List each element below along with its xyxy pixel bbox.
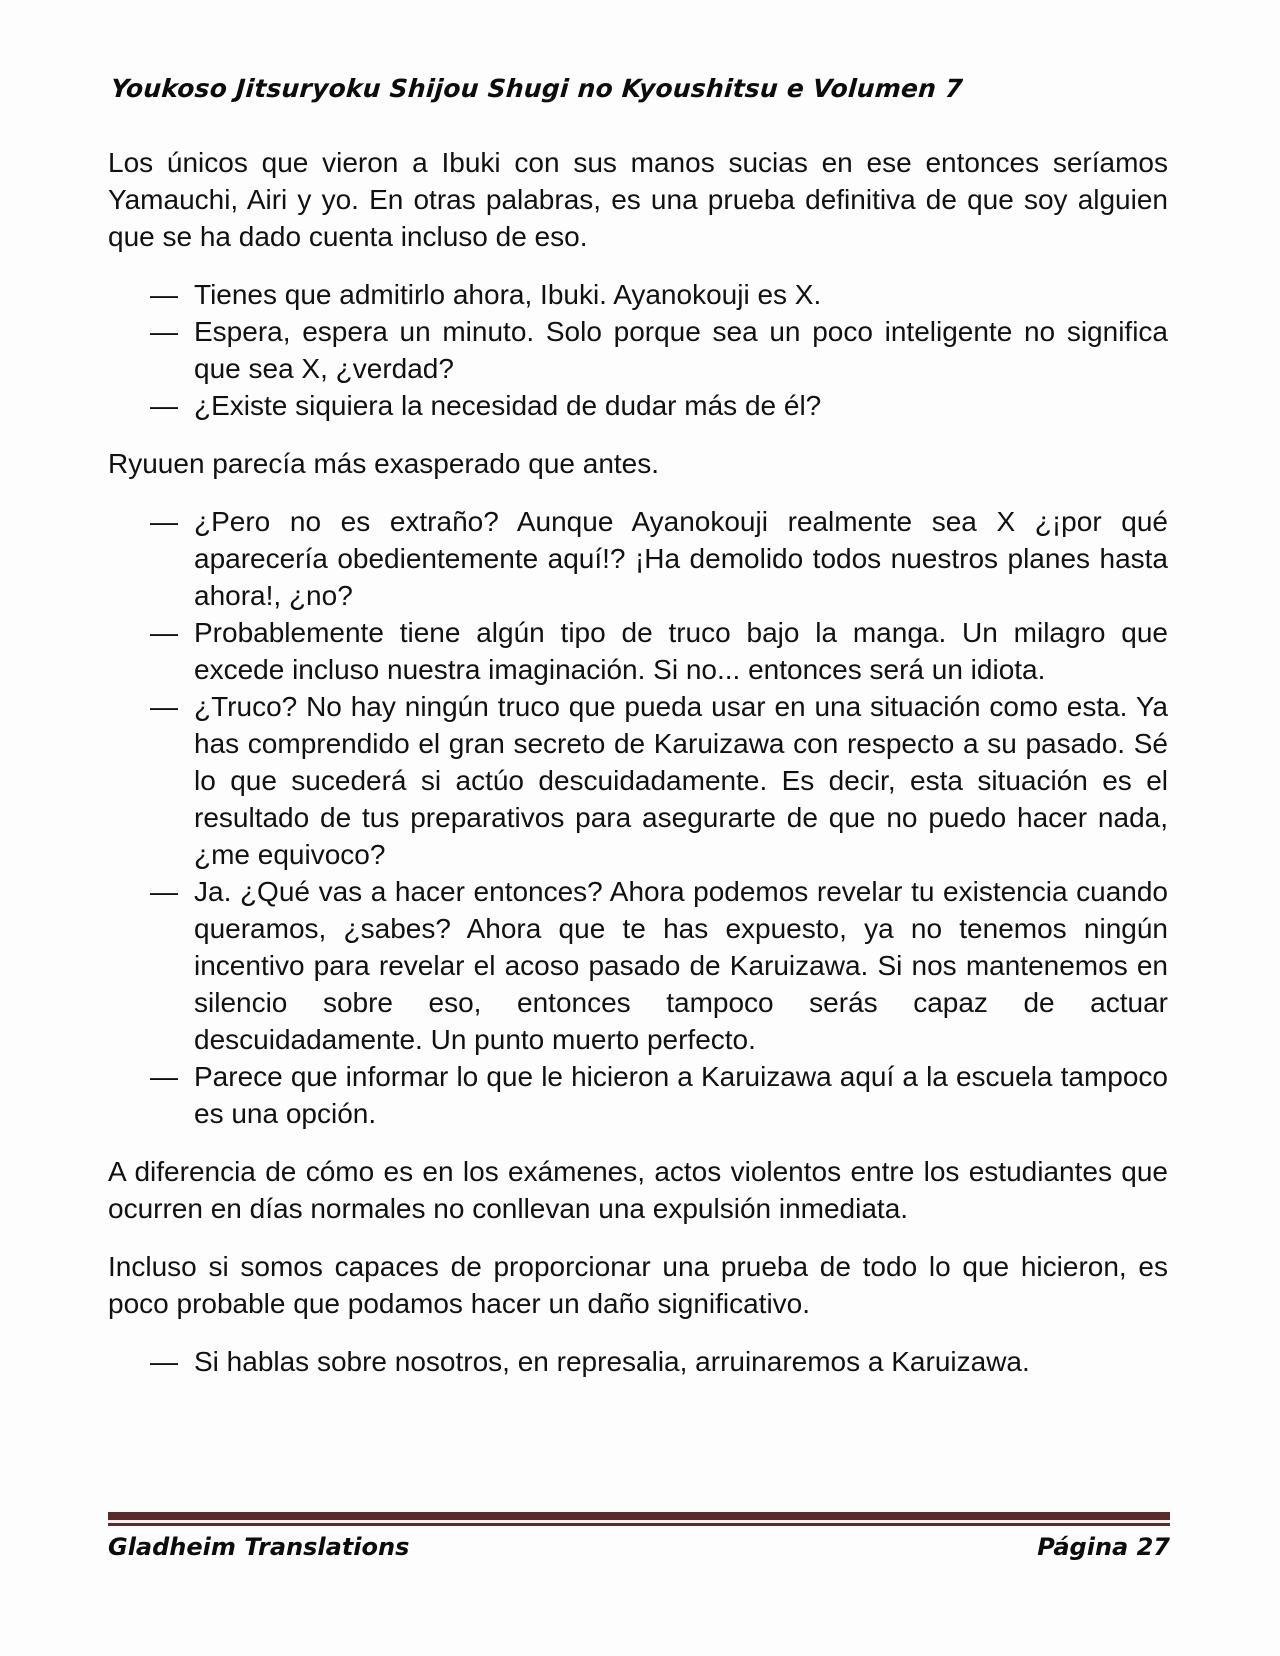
dialogue-text: Probablemente tiene algún tipo de truco bajo la manga. Un milagro que excede incluso nuestra imaginación. Si no... entonces será un idiota. [194, 617, 1168, 685]
dialogue-text: Si hablas sobre nosotros, en represalia, arruinaremos a Karuizawa. [194, 1346, 1030, 1377]
em-dash: — [150, 390, 178, 421]
paragraph: Ryuuen parecía más exasperado que antes. [108, 448, 660, 479]
dialogue-line [150, 614, 1168, 688]
dialogue-line [150, 276, 1168, 313]
dialogue-line [150, 688, 1168, 873]
dialogue-line [150, 1058, 1168, 1132]
dialogue-line [150, 313, 1168, 387]
page-footer [108, 1512, 1170, 1561]
em-dash: — [150, 279, 178, 310]
footer-translator: Gladheim Translations [108, 1533, 410, 1561]
dialogue-text: Ja. ¿Qué vas a hacer entonces? Ahora podemos revelar tu existencia cuando queramos, ¿sabes? Ahora que te has expuesto, ya no tenemos ningún incentivo para revelar el acoso pasado de Karuizawa. Si nos mantenemos en silencio sobre eso, entonces tampoco serás capaz de actuar descuidadamente. Un punto muerto perfecto. [194, 876, 1168, 1055]
em-dash: — [150, 691, 178, 722]
em-dash: — [150, 617, 178, 648]
dialogue-line [150, 387, 1168, 424]
footer-page-number: Página 27 [1037, 1533, 1170, 1561]
dialogue-group [108, 276, 1168, 424]
dialogue-line [150, 503, 1168, 614]
em-dash: — [150, 1061, 178, 1092]
dialogue-text: ¿Pero no es extraño? Aunque Ayanokouji realmente sea X ¿¡por qué aparecería obedientemente aquí!? ¡Ha demolido todos nuestros planes hasta ahora!, ¿no? [194, 506, 1168, 611]
dialogue-text: Parece que informar lo que le hicieron a Karuizawa aquí a la escuela tampoco es una opción. [194, 1061, 1168, 1129]
footer-text-row [108, 1533, 1170, 1561]
footer-rule-thin [108, 1523, 1170, 1526]
page-header-title: Youkoso Jitsuryoku Shijou Shugi no Kyoushitsu e Volumen 7 [110, 74, 964, 103]
page-header [0, 0, 1280, 103]
dialogue-text: ¿Existe siquiera la necesidad de dudar más de él? [194, 390, 822, 421]
em-dash: — [150, 316, 178, 347]
dialogue-text: Tienes que admitirlo ahora, Ibuki. Ayanokouji es X. [194, 279, 822, 310]
paragraph: Incluso si somos capaces de proporcionar una prueba de todo lo que hicieron, es poco probable que podamos hacer un daño significativo. [108, 1251, 1168, 1319]
dialogue-line [150, 1343, 1168, 1380]
em-dash: — [150, 876, 178, 907]
dialogue-text: Espera, espera un minuto. Solo porque sea un poco inteligente no significa que sea X, ¿verdad? [194, 316, 1168, 384]
footer-rule-thick [108, 1512, 1170, 1520]
page-body [108, 144, 1168, 1380]
em-dash: — [150, 506, 178, 537]
em-dash: — [150, 1346, 178, 1377]
paragraph: A diferencia de cómo es en los exámenes, actos violentos entre los estudiantes que ocurren en días normales no conllevan una expulsión inmediata. [108, 1156, 1168, 1224]
dialogue-group [108, 1343, 1168, 1380]
paragraph: Los únicos que vieron a Ibuki con sus manos sucias en ese entonces seríamos Yamauchi, Airi y yo. En otras palabras, es una prueba definitiva de que soy alguien que se ha dado cuenta incluso de eso. [108, 147, 1168, 252]
dialogue-line [150, 873, 1168, 1058]
dialogue-text: ¿Truco? No hay ningún truco que pueda usar en una situación como esta. Ya has comprendido el gran secreto de Karuizawa con respecto a su pasado. Sé lo que sucederá si actúo descuidadamente. Es decir, esta situación es el resultado de tus preparativos para asegurarte de que no puedo hacer nada, ¿me equivoco? [194, 691, 1168, 870]
dialogue-group [108, 503, 1168, 1132]
